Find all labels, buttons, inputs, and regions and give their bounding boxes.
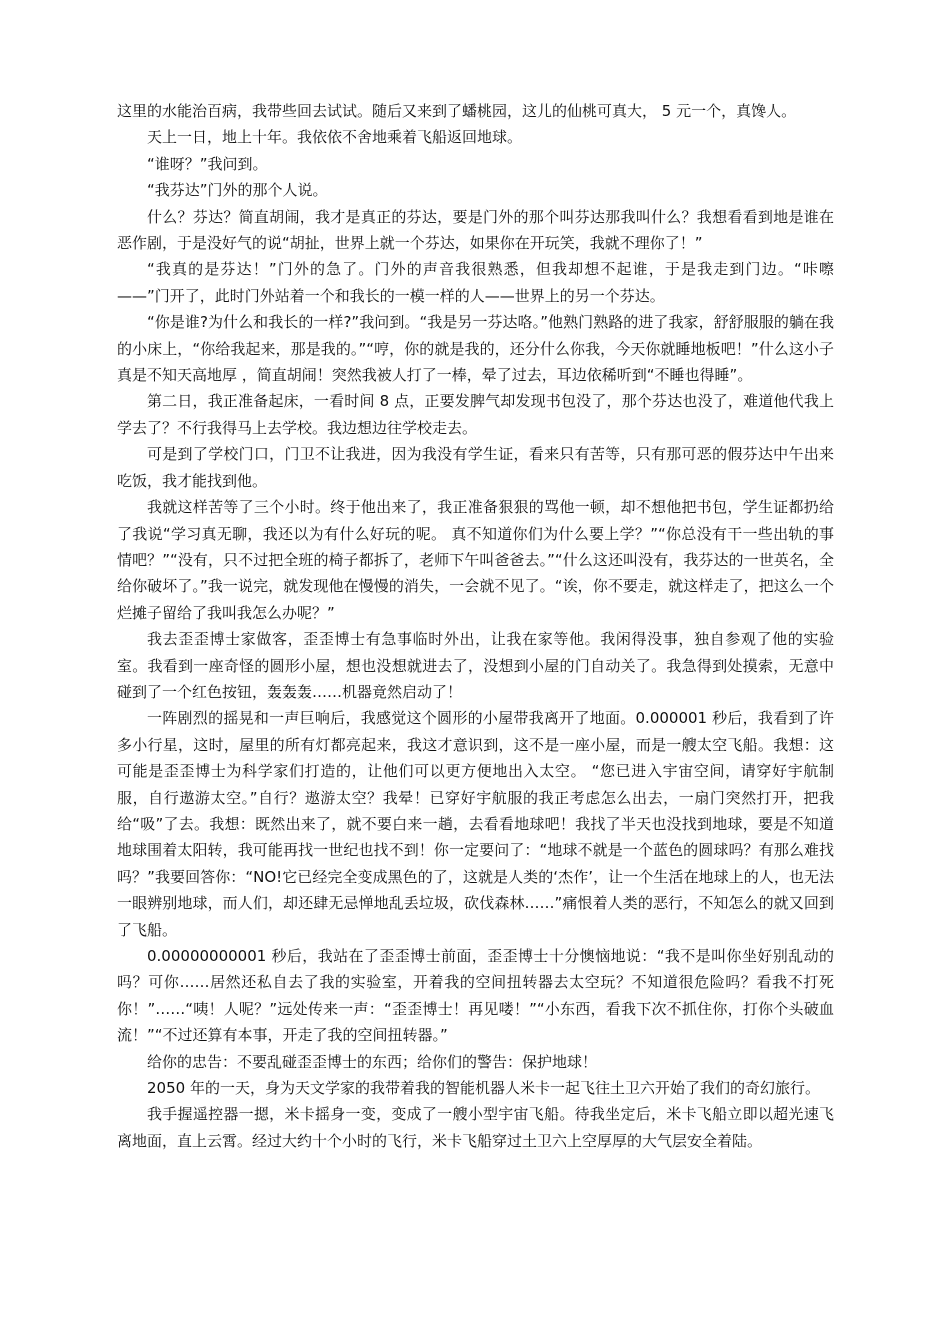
paragraph: “我芬达”门外的那个人说。 <box>147 181 328 200</box>
paragraph: 什么？芬达？简直胡闹，我才是真正的芬达，要是门外的那个叫芬达那我叫什么？我想看看到地是谁在恶作剧，于是没好气的说“胡扯，世界上就一个芬达，如果你在开玩笑，我就不理你了！” <box>117 207 834 253</box>
paragraph: 2050 年的一天，身为天文学家的我带着我的智能机器人米卡一起飞往土卫六开始了我们的奇幻旅行。 <box>147 1079 820 1098</box>
paragraph: 可是到了学校门口，门卫不让我进，因为我没有学生证，看来只有苦等，只有那可恶的假芬达中午出来吃饭，我才能找到他。 <box>117 445 834 490</box>
document-body <box>117 98 834 1154</box>
paragraph: “你是谁?为什么和我长的一样?”我问到。“我是另一芬达咯。”他熟门熟路的进了我家，舒舒服服的躺在我的小床上，“你给我起来，那是我的。”“哼，你的就是我的，还分什么你我，今天你就睡地板吧！”什么这小子真是不知天高地厚 ，简直胡闹！突然我被人打了一棒，晕了过去，耳边依稀听到“不睡也得睡”。 <box>117 313 834 385</box>
paragraph: 天上一日，地上十年。我依依不舍地乘着飞船返回地球。 <box>147 128 523 147</box>
paragraph: 我去歪歪博士家做客，歪歪博士有急事临时外出，让我在家等他。我闲得没事，独自参观了他的实验室。我看到一座奇怪的圆形小屋，想也没想就进去了，没想到小屋的门自动关了。我急得到处摸索，无意中碰到了一个红色按钮，轰轰轰……机器竟然启动了！ <box>117 630 834 701</box>
paragraph: “我真的是芬达！”门外的急了。门外的声音我很熟悉，但我却想不起谁，于是我走到门边。“咔嚓——”门开了，此时门外站着一个和我长的一模一样的人——世界上的另一个芬达。 <box>117 260 834 305</box>
paragraph: “谁呀？”我问到。 <box>147 154 268 173</box>
paragraph: 给你的忠告：不要乱碰歪歪博士的东西；给你们的警告：保护地球！ <box>147 1052 598 1071</box>
paragraph: 0.00000000001 秒后，我站在了歪歪博士前面，歪歪博士十分懊恼地说：“我不是叫你坐好别乱动的吗？可你……居然还私自去了我的实验室，开着我的空间扭转器去太空玩？不知道很危险吗？看我不打死你！”……“咦！人呢？”远处传来一声：“歪歪博士！再见喽！”“小东西，看我下次不抓住你，打你个头破血流！”“不过还算有本事，开走了我的空间扭转器。” <box>117 947 834 1045</box>
paragraph: 我手握遥控器一摁，米卡摇身一变，变成了一艘小型宇宙飞船。待我坐定后，米卡飞船立即以超光速飞离地面，直上云霄。经过大约十个小时的飞行，米卡飞船穿过土卫六上空厚厚的大气层安全着陆。 <box>117 1105 834 1150</box>
paragraph: 第二日，我正准备起床，一看时间 8 点，正要发脾气却发现书包没了，那个芬达也没了，难道他代我上学去了？不行我得马上去学校。我边想边往学校走去。 <box>117 392 834 437</box>
paragraph: 我就这样苦等了三个小时。终于他出来了，我正准备狠狠的骂他一顿，却不想他把书包，学生证都扔给了我说“学习真无聊，我还以为有什么好玩的呢。 真不知道你们为什么要上学？”“你总没有干一些出轨的事情吧？”“没有，只不过把全班的椅子都拆了，老师下午叫爸爸去。”“什么这还叫没有，我芬达的一世英名，全给你破坏了。”我一说完，就发现他在慢慢的消失，一会就不见了。“诶，你不要走，就这样走了，把这么一个烂摊子留给了我叫我怎么办呢？” <box>117 498 834 622</box>
paragraph-continuation: 这里的水能治百病，我带些回去试试。随后又来到了蟠桃园，这儿的仙桃可真大， 5 元一个，真馋人。 <box>117 102 797 120</box>
paragraph: 一阵剧烈的摇晃和一声巨响后，我感觉这个圆形的小屋带我离开了地面。0.000001 秒后，我看到了许多小行星，这时，屋里的所有灯都亮起来，我这才意识到，这不是一座小屋，而是一艘太空飞船。我想：这可能是歪歪博士为科学家们打造的，让他们可以更方便地出入太空。 “您已进入宇宙空间，请穿好宇航制服，自行遨游太空。”自行？遨游太空？我晕！已穿好宇航服的我正考虑怎么出去，一扇门突然打开，把我给“吸”了去。我想：既然出来了，就不要白来一趟，去看看地球吧！我找了半天也没找到地球，要是不知道地球围着太阳转，我可能再找一世纪也找不到！你一定要问了：“地球不就是一个蓝色的圆球吗？有那么难找吗？”我要回答你：“NO!它已经完全变成黑色的了，这就是人类的‘杰作’，让一个生活在地球上的人，也无法一眼辨别地球，而人们，却还肆无忌惮地乱丢垃圾，砍伐森林……”痛恨着人类的恶行，不知怎么的就又回到了飞船。 <box>117 709 835 939</box>
